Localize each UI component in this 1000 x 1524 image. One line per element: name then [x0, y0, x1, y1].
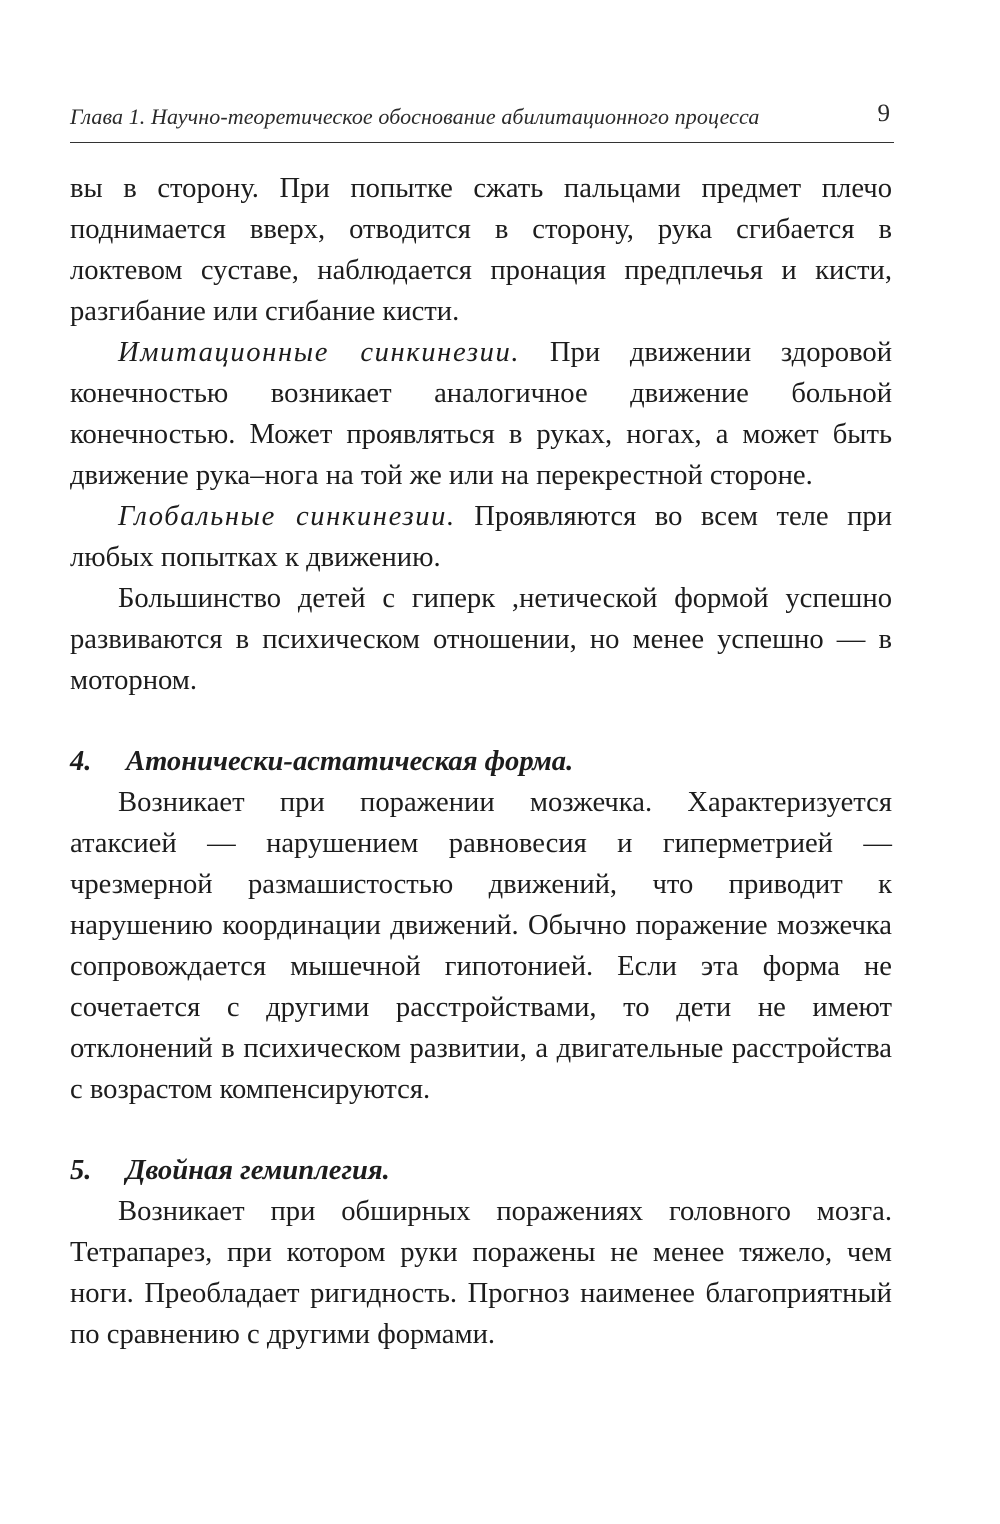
page-number: 9	[877, 100, 890, 127]
term-global-synkinesis: Глобальные синкинезии.	[118, 501, 456, 532]
section-5-number: 5.	[70, 1155, 92, 1186]
section-4-paragraph: Возникает при поражении мозжечка. Характеризуется атаксией — нарушением равновесия и гиперметрией — чрезмерной размашистостью движений, что приводит к нарушению координации движений. Обычно поражение мозжечка сопровождается мышечной гипотонией. Если эта форма не сочетается с другими расстройствами, то дети не имеют отклонений в психическом развитии, а двигательные расстройства с возрастом компенсируются.	[70, 787, 892, 1105]
section-4-number: 4.	[70, 746, 92, 777]
paragraph-continued: вы в сторону. При попытке сжать пальцами предмет плечо поднимается вверх, отводится в сторону, рука сгибается в локтевом суставе, наблюдается пронация предплечья и кисти, разгибание или сгибание кисти.	[70, 173, 892, 327]
paragraph-imitation-synkinesis	[70, 332, 892, 496]
header-rule	[70, 142, 894, 143]
section-5-heading	[70, 1150, 892, 1191]
running-title: Глава 1. Научно-теоретическое обоснование абилитационного процесса	[70, 104, 760, 129]
paragraph-imitation-text: При движении здоровой конечностью возникает аналогичное движение больной конечностью. Может проявляться в руках, ногах, а может быть движение рука–нога на той же или на перекрестной стороне.	[70, 337, 892, 491]
section-gap	[70, 701, 892, 741]
section-gap	[70, 1110, 892, 1150]
section-5-title: Двойная гемиплегия.	[126, 1155, 390, 1186]
running-header	[70, 100, 894, 140]
paragraph-global-text: Проявляются во всем теле при любых попытках к движению.	[70, 501, 892, 573]
section-5-paragraph: Возникает при обширных поражениях головного мозга. Тетрапарез, при котором руки поражены не менее тяжело, чем ноги. Преобладает ригидность. Прогноз наименее благоприятный по сравнению с другими формами.	[70, 1196, 892, 1350]
paragraph-global-synkinesis	[70, 496, 892, 578]
paragraph-hyperkinetic-summary: Большинство детей с гиперк ,нетической формой успешно развиваются в психическом отношении, но менее успешно — в моторном.	[70, 583, 892, 696]
body-text	[70, 168, 892, 1355]
section-4-title: Атонически-астатическая форма.	[126, 746, 574, 777]
term-imitation-synkinesis: Имитационные синкинезии.	[118, 337, 521, 368]
section-4-heading	[70, 741, 892, 782]
